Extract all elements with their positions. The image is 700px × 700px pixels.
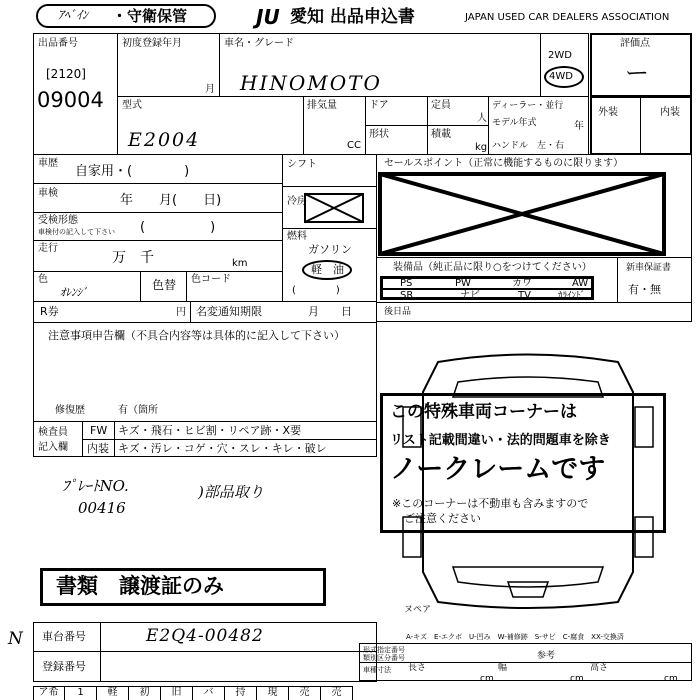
equipment-item-tv: TV: [518, 290, 531, 301]
notice-line-4: ※このコーナーは不動車も含みますので: [392, 497, 589, 510]
documents-stamp: 書類 譲渡証のみ: [56, 574, 224, 598]
plate-number-value: 00416: [78, 499, 126, 517]
drive-2wd: 2WD: [548, 50, 572, 61]
chassis-value: E2Q4-00482: [146, 626, 264, 646]
footer-item: バ: [193, 687, 225, 700]
model-type-label: 型式: [122, 100, 142, 111]
cooling-label: 冷房: [287, 196, 307, 207]
vehicle-size-label: 車種寸法: [363, 666, 391, 674]
equipment-item-c-wind: ｶﾗｲﾝﾄﾞ: [558, 291, 586, 301]
equipment-item-sr: SR: [400, 290, 414, 301]
spare-tire-label: ヌペア: [404, 605, 432, 615]
history-divider-3: [33, 240, 283, 241]
lot-number-value: 09004: [37, 88, 104, 112]
sales-point-label: セールスポイント（正常に機能するものに限ります）: [384, 158, 624, 169]
capacity-label: 定員: [431, 100, 451, 111]
equipment-item-ps: PS: [400, 278, 413, 289]
chassis-mark: N: [8, 629, 23, 649]
interior-defect-label: 内装: [87, 442, 109, 455]
history-divider-2: [33, 212, 283, 213]
recycle-unit: 円: [176, 307, 186, 318]
door-label: ドア: [369, 100, 389, 111]
format-note: 車検付の記入して下さい: [38, 228, 115, 236]
mileage-label: 走行: [38, 243, 58, 254]
equipment-strike-line: [380, 288, 594, 290]
color-label: 色: [38, 274, 48, 285]
history-label: 車歴: [38, 158, 58, 169]
entry-label: 記入欄: [38, 442, 68, 453]
drive-4wd: 4WD: [549, 71, 573, 82]
model-type-value: E2004: [128, 129, 201, 151]
chassis-label: 車台番号: [42, 630, 86, 643]
model-grade-label: 車名・グレード: [224, 38, 294, 49]
displacement-label: 排気量: [307, 100, 337, 111]
handle-label: ハンドル 左・右: [492, 141, 565, 151]
later-items-label: 後日品: [384, 307, 412, 317]
equipment-item-pw: PW: [455, 278, 471, 289]
history-divider-1: [33, 183, 283, 184]
notice-line-3: ノークレームです: [390, 454, 606, 485]
cooling-cross-box: [304, 193, 364, 223]
model-grade-value: HINOMOTO: [240, 71, 382, 95]
color-divider-1: [140, 271, 141, 302]
height-label: 高さ: [590, 663, 609, 673]
fuel-gasoline: ガソリン: [308, 243, 352, 256]
mileage-unit: km: [232, 258, 248, 269]
exterior-interior-cell: [590, 96, 692, 155]
car-diagram: [398, 352, 658, 612]
footer-item: 初: [129, 687, 161, 700]
fuel-diesel: 軽 油: [311, 263, 344, 276]
height-unit: cm: [664, 674, 678, 684]
form-number-label: 形式指定番号: [363, 646, 405, 654]
footer-item: 旧: [161, 687, 193, 700]
notes-label: 注意事項申告欄（不具合内容等は具体的に記入して下さい）: [48, 329, 345, 342]
color-code-label: 色コード: [191, 274, 231, 285]
color-handwritten: ｵﾚﾝｼﾞ: [60, 286, 88, 299]
model-year-label: モデル年式: [492, 118, 537, 128]
dealer-label: ディーラー・並行: [492, 101, 564, 111]
recycle-label: R券: [40, 305, 59, 318]
first-registration-month: 月: [205, 84, 215, 95]
rating-divider: [640, 96, 641, 155]
plate-number-handwritten: ﾌﾟﾚｰﾄNO.: [62, 477, 129, 495]
history-divider-4: [33, 271, 283, 272]
footer-item: 1: [65, 687, 97, 700]
length-unit: cm: [480, 674, 494, 684]
header: [0, 0, 700, 34]
reference-label: 参考: [537, 651, 556, 661]
corner-handwritten: ｱﾍﾞｲﾝ: [58, 8, 89, 22]
width-unit: cm: [570, 674, 584, 684]
interior-defect-value: キズ・汚レ・コゲ・穴・スレ・キレ・破レ: [118, 442, 327, 455]
footer-items: [33, 687, 353, 700]
inspector-row-divider: [82, 439, 377, 440]
category-number-label: 類別区分番号: [363, 654, 405, 662]
format-paren: ( ): [140, 220, 216, 235]
footer-item: 軽: [97, 687, 129, 700]
mileage-value: 万 千: [112, 250, 154, 266]
notice-line-1: この特殊車両コーナーは: [390, 402, 577, 422]
interior-label: 内装: [660, 107, 680, 118]
fuel-label: 燃料: [287, 231, 307, 242]
equipment-item-aw: AW: [572, 278, 589, 289]
equipment-label: 装備品（純正品に限り○をつけてください）: [393, 262, 592, 273]
later-items-cell: [376, 302, 692, 322]
warranty-value: 有・無: [628, 283, 661, 296]
displacement-unit: CC: [347, 140, 361, 151]
warranty-label: 新車保証書: [626, 263, 672, 273]
inspection-label: 車検: [38, 188, 58, 199]
shift-divider-1: [282, 186, 377, 187]
fw-value: キズ・飛石・ヒビ割・リペア跡・X要: [118, 424, 302, 437]
inspection-value: 年 月( 日): [120, 193, 222, 208]
footer-item: 持: [225, 687, 257, 700]
notice-line-2: リスト記載間違い・法的問題車を除き: [390, 433, 611, 448]
transfer-value: 月 日: [308, 305, 352, 318]
rating-label: 評価点: [620, 38, 650, 49]
footer-item: 売: [321, 687, 353, 700]
lot-number-label: 出品番号: [38, 38, 78, 49]
shift-label: シフト: [287, 159, 317, 170]
lot-number-sub: [2120]: [46, 67, 86, 81]
width-label: 幅: [498, 663, 508, 673]
load-unit: kg: [475, 142, 488, 153]
form-title: 愛知 出品申込書: [290, 7, 415, 27]
model-year-unit: 年: [574, 121, 584, 132]
sales-point-cross: [378, 172, 666, 256]
equipment-item-leather: カワ: [512, 278, 532, 289]
transfer-label: 名変通知期限: [196, 305, 262, 318]
ju-logo: JU: [256, 5, 280, 29]
inspector-label: 検査員: [38, 427, 68, 438]
exterior-label: 外装: [598, 107, 618, 118]
notice-line-5: ご注意ください: [404, 512, 481, 525]
first-registration-label: 初度登録年月: [122, 38, 182, 49]
damage-legend: A-キズ E-エクボ U-凹み W-補修跡 S-サビ C-腐食 XX-交換済: [406, 633, 624, 641]
rating-value: ー: [625, 59, 649, 87]
repair-history-value: 有（箇所: [118, 405, 158, 416]
capacity-unit: 人: [477, 113, 487, 124]
shift-divider-2: [282, 228, 377, 229]
footer-item: 売: [289, 687, 321, 700]
fw-divider: [114, 421, 115, 457]
footer-item: ア希: [33, 687, 65, 700]
color-change-label: 色替: [152, 278, 177, 292]
registration-label: 登録番号: [42, 660, 86, 673]
equipment-item-navi: ナビ: [460, 290, 480, 301]
footer-item: 現: [257, 687, 289, 700]
history-value: 自家用・( ): [75, 164, 190, 179]
color-divider-2: [186, 271, 187, 302]
association-name: JAPAN USED CAR DEALERS ASSOCIATION: [465, 12, 670, 23]
fw-label: FW: [90, 424, 108, 437]
repair-history-label: 修復歴: [55, 405, 85, 416]
fuel-paren: ( ): [292, 285, 340, 296]
load-label: 積載: [431, 129, 451, 140]
corner-label: ・守衛保管: [112, 7, 188, 25]
parts-use-handwritten: )部品取り: [198, 483, 264, 501]
shape-label: 形状: [369, 129, 389, 140]
format-label: 受検形態: [38, 215, 78, 226]
length-label: 長さ: [408, 663, 427, 673]
